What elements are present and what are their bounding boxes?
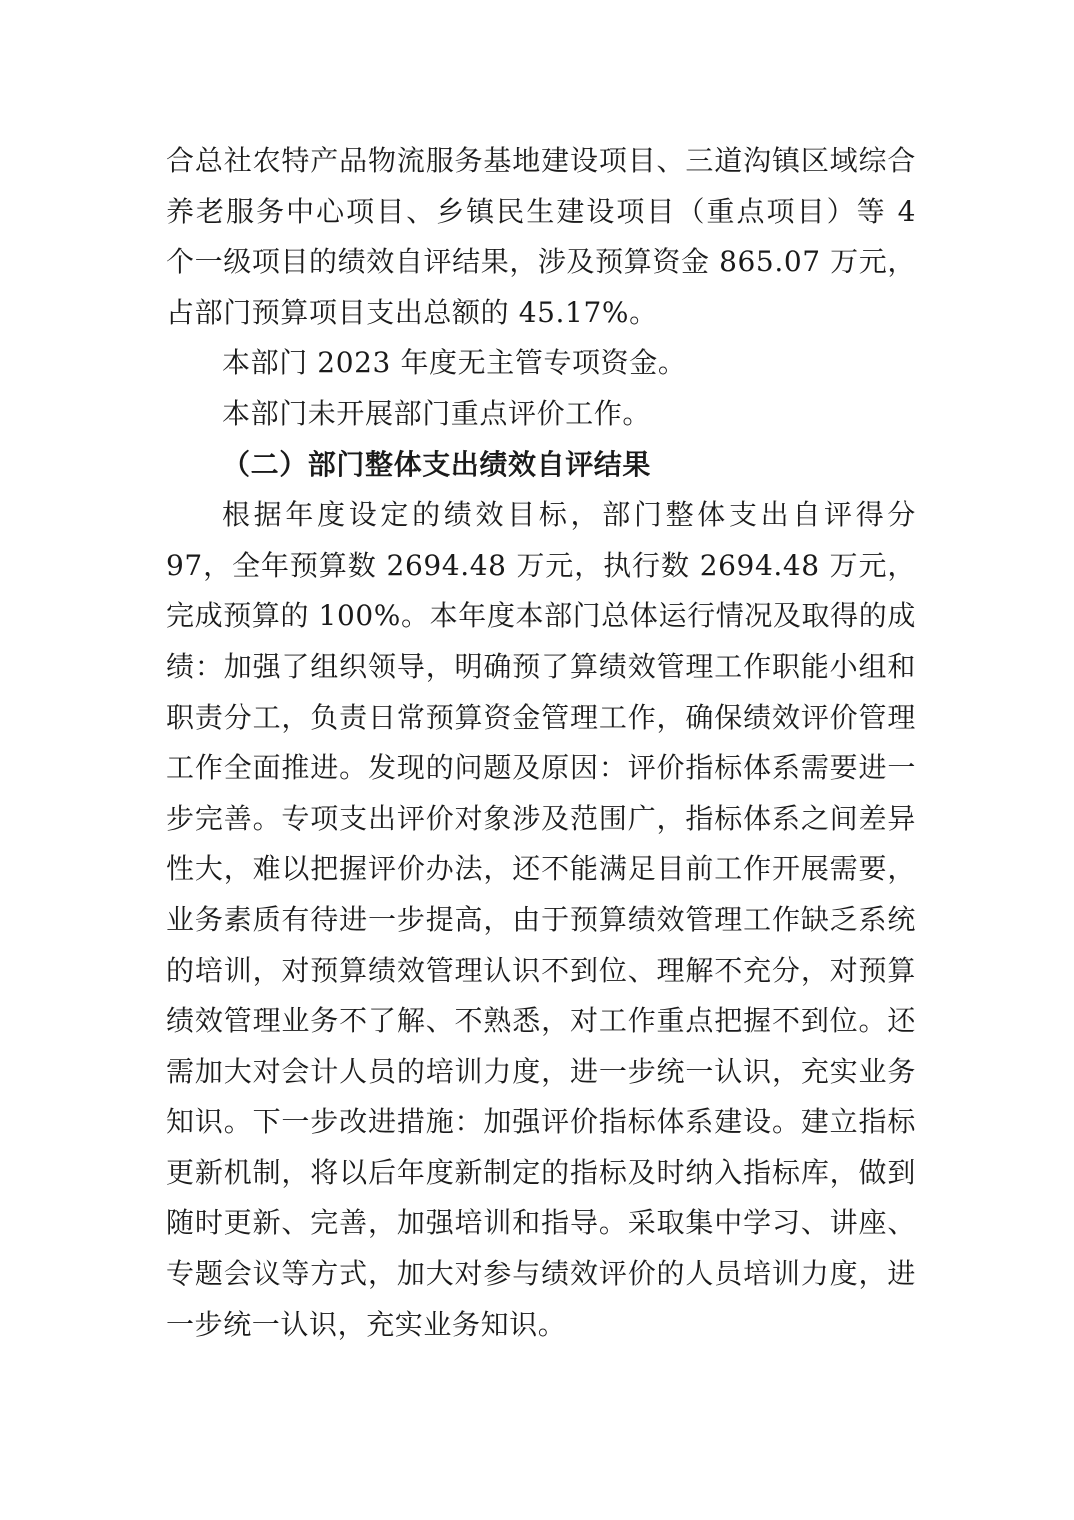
- overall-expenditure-paragraph: 根据年度设定的绩效目标，部门整体支出自评得分 97，全年预算数 2694.48 万元，执行数 2694.48 万元，完成预算的 100%。本年度本部门总体运行情况及取得的成绩：加强了组织领导，明确预了算绩效管理工作职能小组和职责分工，负责日常预算资金管理工作，确保绩效评价管理工作全面推进。发现的问题及原因：评价指标体系需要进一步完善。专项支出评价对象涉及范围广，指标体系之间差异性大，难以把握评价办法，还不能满足目前工作开展需要，业务素质有待进一步提高，由于预算绩效管理工作缺乏系统的培训，对预算绩效管理认识不到位、理解不充分，对预算绩效管理业务不了解、不熟悉，对工作重点把握不到位。还需加大对会计人员的培训力度，进一步统一认识，充实业务知识。下一步改进措施：加强评价指标体系建设。建立指标更新机制，将以后年度新制定的指标及时纳入指标库，做到随时更新、完善，加强培训和指导。采取集中学习、讲座、专题会议等方式，加大对参与绩效评价的人员培训力度，进一步统一认识，充实业务知识。: [166, 498, 916, 1341]
- continued-paragraph: 合总社农特产品物流服务基地建设项目、三道沟镇区域综合养老服务中心项目、乡镇民生建设项目（重点项目）等 4 个一级项目的绩效自评结果，涉及预算资金 865.07 万元，占部门预算项目支出总额的 45.17%。: [166, 144, 916, 329]
- special-funds-paragraph: 本部门 2023 年度无主管专项资金。: [222, 346, 687, 380]
- document-body: [166, 136, 916, 1350]
- key-evaluation-paragraph: 本部门未开展部门重点评价工作。: [222, 396, 652, 430]
- section-heading: （二）部门整体支出绩效自评结果: [222, 447, 652, 481]
